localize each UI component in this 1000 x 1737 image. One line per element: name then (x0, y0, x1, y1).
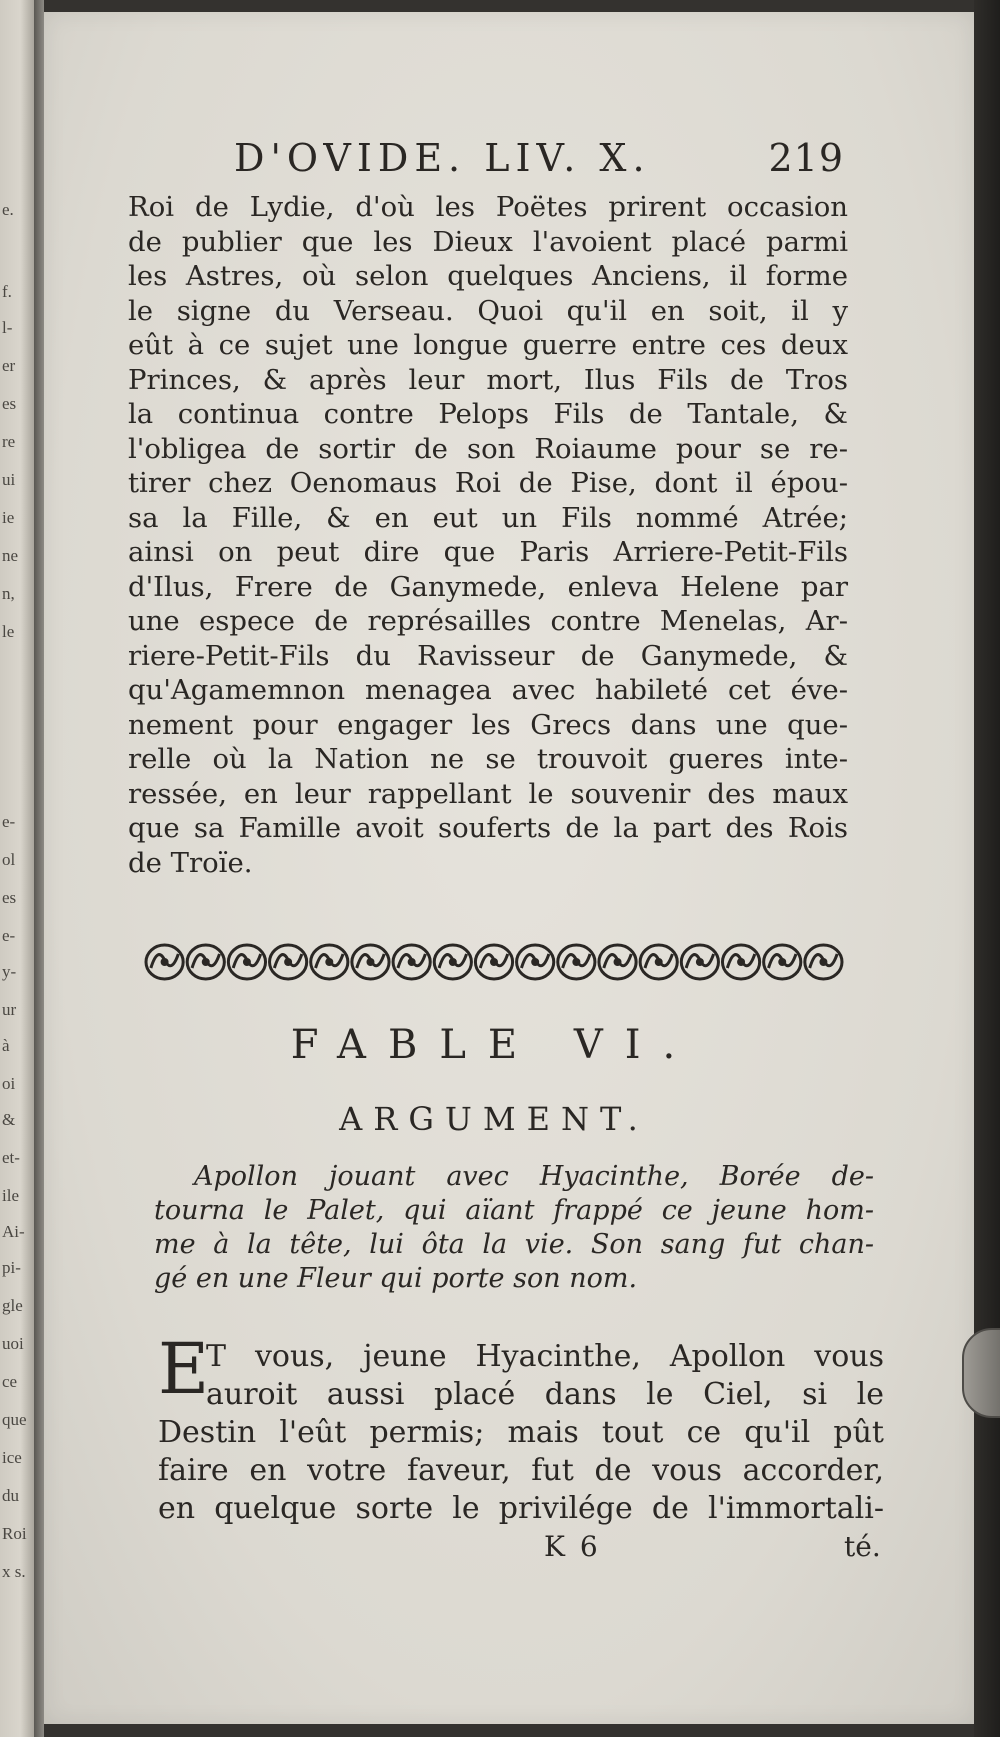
story-line: T vous, jeune Hyacinthe, Apollon vous (206, 1339, 884, 1374)
left-page-fragment: Roi (2, 1524, 27, 1543)
left-page-fragment: ne (2, 546, 19, 565)
ornament-scroll (228, 945, 265, 979)
left-page-fragment: ile (2, 1186, 19, 1205)
ornament-scroll (764, 945, 801, 979)
left-page-fragment: ie (2, 508, 15, 527)
left-page-fragment: ice (2, 1448, 22, 1467)
left-page-fragment: ce (2, 1372, 18, 1391)
fable-title: FABLE VI. (290, 1022, 698, 1068)
running-head-title: D'OVIDE. LIV. X. (234, 136, 651, 180)
ornament-scroll (475, 945, 512, 979)
story-line: Destin l'eût permis; mais tout ce qu'il pût (158, 1415, 884, 1450)
argument-text (154, 1160, 874, 1296)
left-page-fragment: f. (2, 282, 12, 301)
left-page-fragment: x s. (2, 1562, 26, 1581)
ornament-scroll (434, 945, 471, 979)
left-page-fragment: et- (2, 1148, 20, 1167)
ornament-scroll (517, 945, 554, 979)
ornament-scroll (681, 945, 718, 979)
body-line: de Troïe. (128, 846, 253, 879)
drop-cap: E (158, 1328, 210, 1410)
signature-mark: K 6 (544, 1530, 601, 1563)
ornament-scroll (558, 945, 595, 979)
body-line: Princes, & après leur mort, Ilus Fils de Tros (128, 363, 848, 396)
body-line: eût à ce sujet une longue guerre entre ces deux (128, 329, 848, 361)
ornament-scroll (270, 945, 307, 979)
body-line: tirer chez Oenomaus Roi de Pise, dont il épou- (128, 467, 848, 499)
left-page-fragment: n, (2, 584, 15, 603)
ornament-scroll (599, 945, 636, 979)
page-clip (962, 1328, 1000, 1418)
story-line: faire en votre faveur, fut de vous accorder, (158, 1453, 884, 1488)
body-line: relle où la Nation ne se trouvoit gueres inte- (128, 743, 848, 775)
left-page-fragment: pi- (2, 1258, 21, 1277)
body-line: nement pour engager les Grecs dans une que- (128, 708, 848, 741)
story-line: auroit aussi placé dans le Ciel, si le (206, 1377, 884, 1412)
left-page-fragment: uoi (2, 1334, 24, 1353)
body-line: sa la Fille, & en eut un Fils nommé Atrée; (128, 501, 848, 534)
body-line: d'Ilus, Frere de Ganymede, enleva Helene par (128, 570, 848, 603)
story-line: en quelque sorte le privilége de l'immortali- (158, 1491, 884, 1526)
body-line: une espece de représailles contre Menelas, Ar- (128, 605, 848, 637)
body-line: ressée, en leur rappellant le souvenir des maux (128, 777, 848, 810)
left-page-fragment: e- (2, 926, 16, 945)
left-page-fragment: e. (2, 200, 14, 219)
body-text (128, 190, 848, 880)
book-page (44, 12, 974, 1724)
ornament-scroll (311, 945, 348, 979)
left-page-fragment: oi (2, 1074, 16, 1093)
body-line: que sa Famille avoit souferts de la part des Rois (128, 812, 848, 844)
left-page-fragment: es (2, 394, 17, 413)
argument-line: gé en une Fleur qui porte son nom. (154, 1263, 638, 1294)
left-page-fragment: gle (2, 1296, 23, 1315)
left-page-fragment: ol (2, 850, 16, 869)
ornament-scroll (640, 945, 677, 979)
catchword: té. (844, 1530, 881, 1563)
book-gutter (34, 0, 44, 1737)
argument-line: Apollon jouant avec Hyacinthe, Borée de- (194, 1161, 874, 1192)
left-page-fragment: le (2, 622, 15, 641)
ornament-band (144, 938, 844, 986)
left-page-edge (0, 0, 34, 1737)
body-line: riere-Petit-Fils du Ravisseur de Ganymede, & (128, 639, 848, 672)
left-page-fragment: re (2, 432, 16, 451)
body-line: qu'Agamemnon menagea avec habileté cet éve- (128, 674, 848, 706)
ornament-scroll (352, 945, 389, 979)
left-page-fragment: ur (2, 1000, 17, 1019)
argument-line: tourna le Palet, qui aïant frappé ce jeune hom- (154, 1195, 874, 1226)
left-page-fragment: ui (2, 470, 16, 489)
ornament-scroll (146, 945, 183, 979)
body-line: de publier que les Dieux l'avoient placé parmi (128, 225, 848, 258)
left-page-fragment: Ai- (2, 1222, 25, 1241)
story-text (158, 1328, 884, 1528)
body-line: les Astres, où selon quelques Anciens, il forme (128, 260, 848, 292)
body-line: l'obligea de sortir de son Roiaume pour se re- (128, 432, 848, 465)
body-line: Roi de Lydie, d'où les Poëtes prirent occasion (128, 191, 848, 223)
left-page-fragment: & (2, 1110, 16, 1129)
ornament-scroll (393, 945, 430, 979)
running-head (194, 136, 844, 184)
ornament-scroll (187, 945, 224, 979)
body-line: ainsi on peut dire que Paris Arriere-Petit-Fils (128, 536, 848, 568)
left-page-fragment: er (2, 356, 16, 375)
left-page-fragment: que (2, 1410, 27, 1429)
argument-line: me à la tête, lui ôta la vie. Son sang fut chan- (154, 1229, 874, 1260)
ornament-scroll (805, 945, 842, 979)
argument-title: ARGUMENT. (339, 1100, 649, 1138)
left-page-fragment: es (2, 888, 17, 907)
ornament-scroll (722, 945, 759, 979)
page-number: 219 (768, 136, 844, 180)
left-page-fragment: du (2, 1486, 19, 1505)
left-page-fragment: e- (2, 812, 16, 831)
body-line: le signe du Verseau. Quoi qu'il en soit, il y (128, 294, 848, 327)
left-page-fragment: à (2, 1036, 10, 1055)
body-line: la continua contre Pelops Fils de Tantale, & (128, 398, 848, 430)
left-page-fragment: l- (2, 318, 13, 337)
left-page-fragment: y- (2, 962, 17, 981)
right-scan-edge (974, 0, 1000, 1737)
